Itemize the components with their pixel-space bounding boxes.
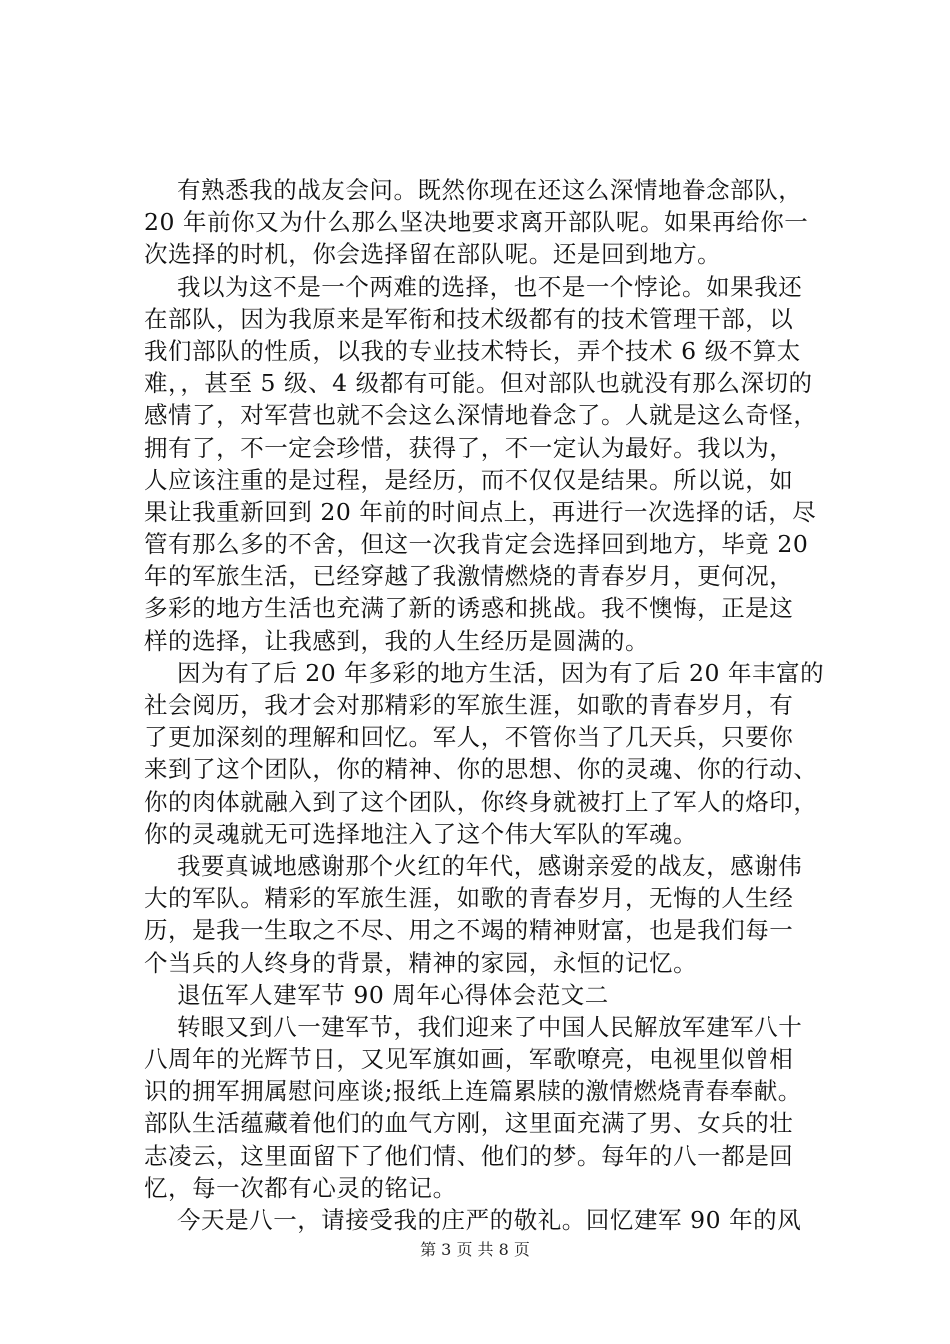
document-body xyxy=(144,174,834,1236)
text-line: 大的军队。精彩的军旅生涯，如歌的青春岁月，无悔的人生经 xyxy=(144,884,794,913)
text-line: 来到了这个团队，你的精神、你的思想、你的灵魂、你的行动、 xyxy=(144,755,818,784)
text-line: 次选择的时机，你会选择留在部队呢。还是回到地方。 xyxy=(144,240,722,269)
section-heading: 退伍军人建军节 90 周年心得体会范文二 xyxy=(177,980,609,1009)
text-line: 转眼又到八一建军节，我们迎来了中国人民解放军建军八十 xyxy=(177,1012,803,1041)
text-line: 你的灵魂就无可选择地注入了这个伟大军队的军魂。 xyxy=(144,819,698,848)
page-number: 第 3 页 共 8 页 xyxy=(420,1240,530,1259)
text-line: 管有那么多的不舍，但这一次我肯定会选择回到地方，毕竟 20 xyxy=(144,530,809,559)
text-line: 社会阅历，我才会对那精彩的军旅生涯，如歌的青春岁月，有 xyxy=(144,691,794,719)
text-line: 个当兵的人终身的背景，精神的家园，永恒的记忆。 xyxy=(144,948,698,977)
text-line: 年的军旅生活，已经穿越了我激情燃烧的青春岁月，更何况， xyxy=(144,562,794,591)
text-line: 今天是八一，请接受我的庄严的敬礼。回忆建军 90 年的风 xyxy=(177,1206,802,1234)
text-line: 难，，甚至 5 级、4 级都有可能。但对部队也就没有那么深切的 xyxy=(144,369,813,398)
text-line: 部队生活蕴藏着他们的血气方刚，这里面充满了男、女兵的壮 xyxy=(144,1109,794,1138)
text-line: 20 年前你又为什么那么坚决地要求离开部队呢。如果再给你一 xyxy=(144,208,809,237)
text-line: 了更加深刻的理解和回忆。军人，不管你当了几天兵，只要你 xyxy=(144,723,794,752)
text-line: 我以为这不是一个两难的选择，也不是一个悖论。如果我还 xyxy=(177,272,803,301)
text-line: 我要真诚地感谢那个火红的年代，感谢亲爱的战友，感谢伟 xyxy=(177,851,803,880)
text-line: 志凌云，这里面留下了他们情、他们的梦。每年的八一都是回 xyxy=(144,1141,794,1170)
text-line: 八周年的光辉节日，又见军旗如画，军歌嘹亮，电视里似曾相 xyxy=(144,1045,794,1074)
text-line: 你的肉体就融入到了这个团队，你终身就被打上了军人的烙印， xyxy=(144,787,818,816)
text-line: 人应该注重的是过程，是经历，而不仅仅是结果。所以说，如 xyxy=(144,465,794,494)
text-line: 果让我重新回到 20 年前的时间点上，再进行一次选择的话，尽 xyxy=(144,497,817,526)
text-line: 拥有了，不一定会珍惜，获得了，不一定认为最好。我以为， xyxy=(144,433,794,462)
text-line: 历，是我一生取之不尽、用之不竭的精神财富，也是我们每一 xyxy=(144,916,794,945)
text-line: 样的选择，让我感到，我的人生经历是圆满的。 xyxy=(144,626,650,655)
text-line: 忆，每一次都有心灵的铭记。 xyxy=(144,1173,457,1202)
text-line: 有熟悉我的战友会问。既然你现在还这么深情地眷念部队， xyxy=(177,176,803,204)
text-line: 我们部队的性质，以我的专业技术特长，弄个技术 6 级不算太 xyxy=(144,336,801,365)
text-line: 感情了，对军营也就不会这么深情地眷念了。人就是这么奇怪， xyxy=(144,401,818,430)
text-line: 识的拥军拥属慰问座谈;报纸上连篇累牍的激情燃烧青春奉献。 xyxy=(144,1077,802,1106)
text-line: 在部队，因为我原来是军衔和技术级都有的技术管理干部，以 xyxy=(144,304,794,333)
text-line: 因为有了后 20 年多彩的地方生活，因为有了后 20 年丰富的 xyxy=(177,658,825,687)
text-line: 多彩的地方生活也充满了新的诱惑和挑战。我不懊悔，正是这 xyxy=(144,594,794,623)
